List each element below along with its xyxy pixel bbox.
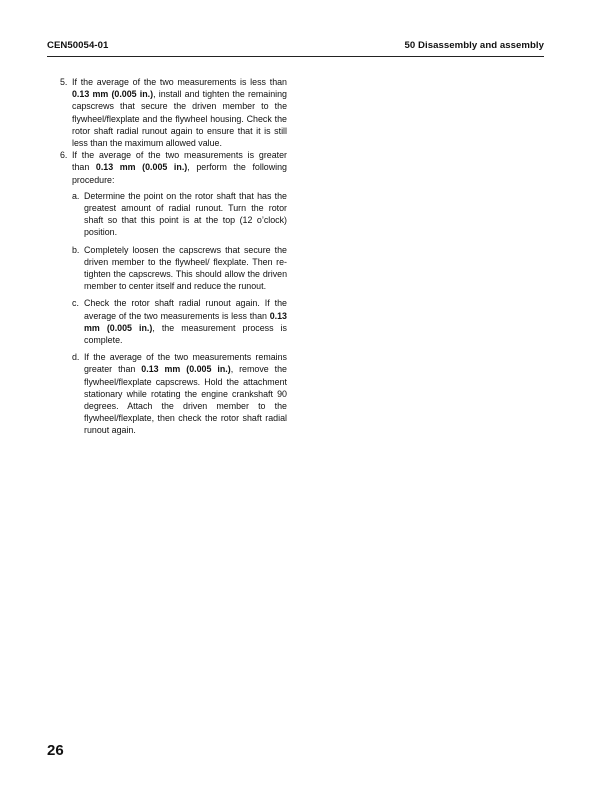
step-text: , perform the following procedure: — [72, 162, 287, 185]
page-header — [47, 40, 544, 57]
page-number: 26 — [47, 742, 64, 759]
substep-d — [72, 351, 287, 436]
measurement-limit: 0.13 mm (0.005 in.) — [84, 310, 287, 333]
substep-letter: d. — [72, 352, 80, 363]
measurement-limit: 0.13 mm (0.005 in.) — [95, 162, 188, 173]
step-number: 5. — [60, 77, 68, 87]
document-id: CEN50054-01 — [47, 40, 109, 51]
substep-text: Completely loosen the capscrews that secure the driven member to the flywheel/ flexplate. Then re-tighten the capscrews. This should allow the driven member to center itself and reduce the runout. — [84, 244, 287, 292]
step-text: , install and tighten the remaining capscrews that secure the driven member to the flywheel/flexplate and the flywheel housing. Check the rotor shaft radial runout again to ensure that it is still less than the maximum allowed value. — [72, 89, 287, 149]
substep-text: Check the rotor shaft radial runout again. If the average of the two measurements is less than — [84, 298, 287, 321]
substep-letter: a. — [72, 190, 80, 201]
procedure-text — [60, 76, 287, 442]
substep-text: , remove the flywheel/flexplate capscrews. Hold the attachment stationary while rotating the engine crankshaft 90 degrees. Attach the driven member to the flywheel/flexplate, then check the rotor shaft radial runout again. — [84, 364, 287, 436]
step-6 — [60, 149, 287, 186]
step-text: If the average of the two measurements is less than — [72, 77, 287, 87]
substep-text: If the average of the two measurements remains greater than — [84, 352, 287, 375]
substep-list — [60, 190, 287, 437]
substep-a — [72, 190, 287, 239]
substep-letter: b. — [72, 244, 80, 255]
section-title: 50 Disassembly and assembly — [404, 40, 544, 51]
substep-b — [72, 244, 287, 293]
substep-text: Determine the point on the rotor shaft that has the greatest amount of radial runout. Turn the rotor shaft so that this point is at the top (12 o’clock) position. — [84, 190, 287, 238]
step-5 — [60, 76, 287, 149]
substep-letter: c. — [72, 298, 79, 309]
step-number: 6. — [60, 150, 68, 161]
measurement-limit: 0.13 mm (0.005 in.) — [141, 364, 231, 375]
step-text: If the average of the two measurements is greater than — [72, 150, 287, 173]
substep-c — [72, 297, 287, 346]
measurement-limit: 0.13 mm (0.005 in.) — [72, 89, 154, 100]
substep-text: , the measurement process is complete. — [84, 322, 287, 346]
